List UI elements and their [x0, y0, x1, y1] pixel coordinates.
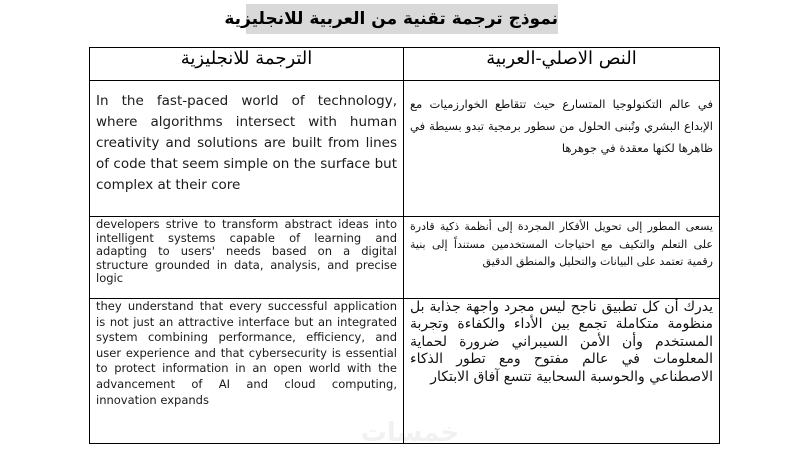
english-cell: In the fast-paced world of technology, where algorithms intersect with human creativity and solutions are built from lines of code that seem simple on the surface but complex at their core — [90, 81, 404, 217]
arabic-cell: في عالم التكنولوجيا المتسارع حيث تتقاطع الخوارزميات مع الإبداع البشري وتُبنى الحلول من سطور برمجية تبدو بسيطة في ظاهرها لكنها معقدة في جوهرها — [404, 81, 720, 217]
arabic-cell: يدرك أن كل تطبيق ناجح ليس مجرد واجهة جذابة بل منظومة متكاملة تجمع بين الأداء والكفاءة وتجربة المستخدم وأن الأمن السيبراني ضرورة لحماية المعلومات في عالم مفتوح ومع تطور الذكاء الاصطناعي والحوسبة السحابية تتسع آفاق الابتكار — [404, 299, 720, 444]
english-cell: developers strive to transform abstract ideas into intelligent systems capable of learning and adapting to users' needs based on a digital structure grounded in data, analysis, and precise logic — [90, 217, 404, 299]
header-original: النص الاصلي-العربية — [404, 48, 720, 81]
document-title: نموذج ترجمة تقنية من العربية للانجليزية — [246, 4, 558, 34]
arabic-cell: يسعى المطور إلى تحويل الأفكار المجردة إلى أنظمة ذكية قادرة على التعلم والتكيف مع احتياجات المستخدمين مستنداً إلى بنية رقمية تعتمد على البيانات والتحليل والمنطق الدقيق — [404, 217, 720, 299]
header-translation: الترجمة للانجليزية — [90, 48, 404, 81]
table-row — [90, 217, 720, 299]
translation-table — [89, 47, 720, 444]
watermark: خمسات — [360, 418, 460, 448]
english-cell: they understand that every successful application is not just an attractive interface but an integrated system combining performance, efficiency, and user experience and that cybersecurity is essential to protect information in an open world with the advancement of AI and cloud computing, innovation expands — [90, 299, 404, 444]
table-row — [90, 81, 720, 217]
